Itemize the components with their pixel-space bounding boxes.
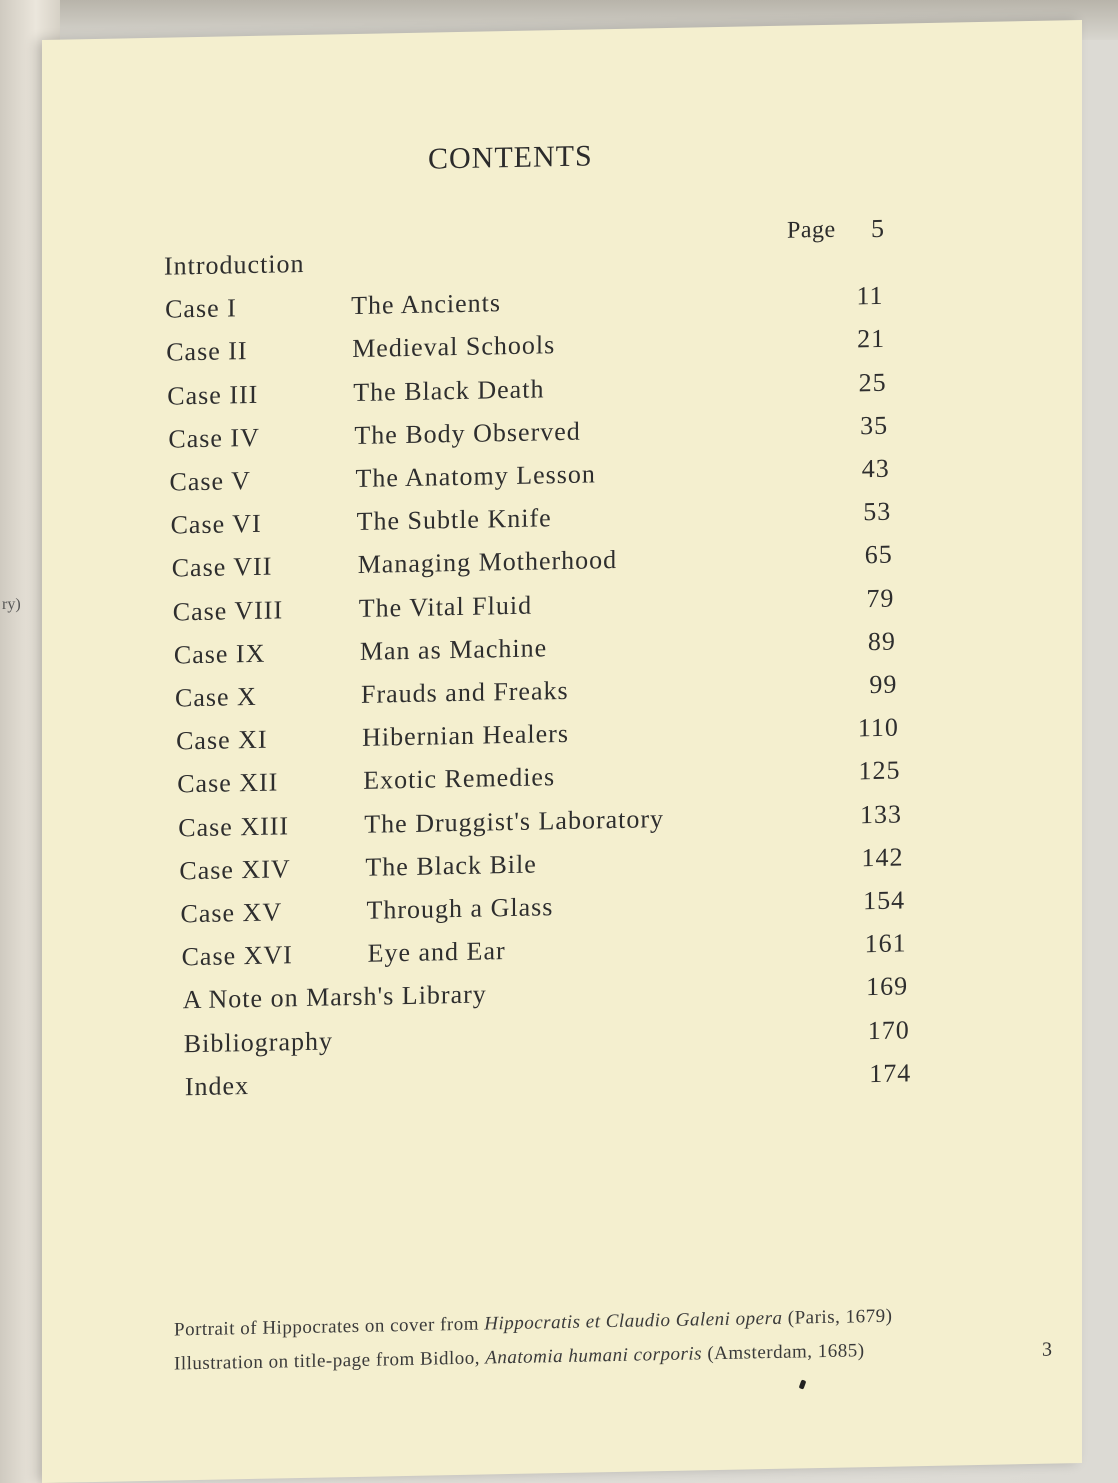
footer-line-1 (174, 1306, 892, 1342)
toc-page-number: 25 (858, 367, 887, 397)
toc-page-number: 170 (867, 1014, 910, 1045)
page-column-header: Page (787, 216, 836, 244)
toc-page-number: 11 (856, 281, 884, 311)
toc-case-label: Case IX (173, 638, 266, 670)
page-number: 3 (1042, 1338, 1052, 1361)
toc-chapter-title: Exotic Remedies (363, 762, 556, 796)
toc-chapter-title: The Black Bile (365, 849, 537, 882)
toc-case-label: Case V (169, 465, 251, 497)
footer-line-2-text: Illustration on title-page from Bidloo, (174, 1347, 486, 1375)
toc-page-number: 5 (871, 213, 885, 244)
toc-chapter-title: Eye and Ear (367, 936, 506, 968)
toc-chapter-title: Medieval Schools (352, 330, 556, 364)
toc-page-number: 110 (857, 712, 899, 743)
toc-page-number: 99 (869, 669, 898, 700)
toc-page-number: 142 (861, 842, 904, 873)
toc-chapter-title: The Vital Fluid (358, 590, 533, 623)
footer-line-1-italic: Hippocratis et Claudio Galeni opera (484, 1307, 783, 1335)
toc-chapter-title: Through a Glass (366, 892, 554, 925)
toc-case-label: Index (184, 1070, 250, 1102)
contents-page (42, 20, 1082, 1483)
toc-page-number: 174 (869, 1058, 912, 1088)
toc-case-label: Case VI (170, 508, 262, 540)
toc-case-label: Case II (166, 336, 248, 368)
left-edge-text: ry) (2, 596, 21, 613)
toc-page-number: 169 (866, 971, 909, 1002)
toc-chapter-title: The Subtle Knife (356, 503, 552, 537)
toc-case-label: Introduction (164, 248, 305, 281)
toc-case-label: Case XII (177, 767, 279, 799)
toc-chapter-title: Frauds and Freaks (361, 675, 569, 709)
toc-chapter-title: The Body Observed (354, 416, 581, 450)
toc-page-number: 154 (863, 885, 906, 916)
footer-line-1-end: (Paris, 1679) (782, 1305, 893, 1329)
toc-page-number: 89 (867, 626, 896, 656)
toc-chapter-title: Man as Machine (359, 633, 548, 666)
toc-case-label: Bibliography (183, 1026, 334, 1058)
toc-page-number: 79 (866, 583, 895, 613)
toc-page-number: 125 (858, 755, 901, 786)
toc-case-label: Case XV (180, 897, 283, 929)
page-title: CONTENTS (428, 139, 593, 176)
toc-case-label: Case XI (176, 724, 268, 756)
toc-case-label: Case III (167, 379, 259, 411)
toc-case-label: A Note on Marsh's Library (182, 979, 487, 1015)
toc-chapter-title: Hibernian Healers (362, 719, 569, 753)
footer-line-2-end: (Amsterdam, 1685) (702, 1340, 865, 1365)
toc-page-number: 65 (864, 540, 893, 570)
footer-line-2 (174, 1340, 865, 1375)
toc-chapter-title: The Anatomy Lesson (355, 459, 596, 493)
toc-chapter-title: The Druggist's Laboratory (364, 803, 665, 839)
toc-case-label: Case IV (168, 422, 260, 454)
footer-line-1-text: Portrait of Hippocrates on cover from (174, 1313, 485, 1341)
footer-line-2-italic: Anatomia humani corporis (485, 1343, 703, 1369)
toc-chapter-title: The Ancients (351, 288, 502, 321)
toc-chapter-title: Managing Motherhood (357, 545, 618, 580)
toc-page-number: 43 (861, 453, 890, 484)
toc-page-number: 161 (864, 928, 907, 959)
toc-case-label: Case XIII (178, 810, 290, 842)
toc-page-number: 35 (860, 410, 889, 441)
toc-case-label: Case XIV (179, 854, 291, 886)
toc-page-number: 21 (857, 324, 886, 354)
toc-case-label: Case VIII (172, 594, 284, 627)
toc-case-label: Case X (175, 681, 257, 713)
toc-chapter-title: The Black Death (353, 373, 545, 407)
toc-case-label: Case VII (171, 551, 273, 583)
toc-page-number: 133 (860, 799, 903, 829)
toc-page-number: 53 (863, 496, 892, 527)
toc-case-label: Case I (165, 293, 237, 324)
toc-case-label: Case XVI (181, 940, 293, 972)
